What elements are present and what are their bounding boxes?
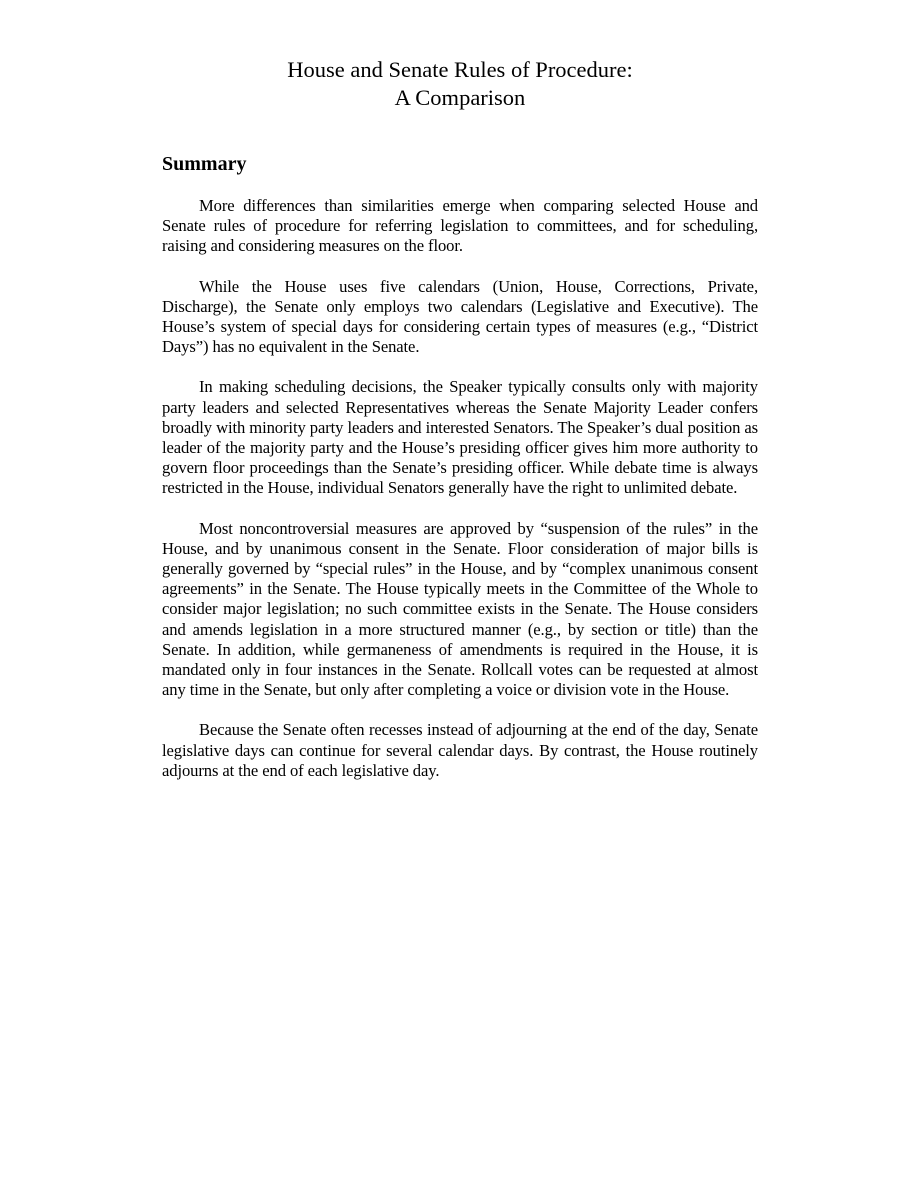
- summary-paragraph-3: In making scheduling decisions, the Speaker typically consults only with majority party leaders and selected Representatives whereas the Senate Majority Leader confers broadly with minority party leaders and interested Senators. The Speaker’s dual position as leader of the majority party and the House’s presiding officer gives him more authority to govern floor proceedings than the Senate’s presiding officer. While debate time is always restricted in the House, individual Senators generally have the right to unlimited debate.: [162, 377, 758, 498]
- title-line-2: A Comparison: [394, 85, 526, 110]
- title-line-1: House and Senate Rules of Procedure:: [287, 57, 633, 82]
- document-page: [162, 56, 758, 781]
- document-title: [162, 56, 758, 112]
- summary-paragraph-4: Most noncontroversial measures are approved by “suspension of the rules” in the House, and by unanimous consent in the Senate. Floor consideration of major bills is generally governed by “special rules” in the House, and by “complex unanimous consent agreements” in the Senate. The House typically meets in the Committee of the Whole to consider major legislation; no such committee exists in the Senate. The House considers and amends legislation in a more structured manner (e.g., by section or title) than the Senate. In addition, while germaneness of amendments is required in the House, it is mandated only in four instances in the Senate. Rollcall votes can be requested at almost any time in the Senate, but only after completing a voice or division vote in the House.: [162, 518, 758, 700]
- summary-paragraph-2: While the House uses five calendars (Union, House, Corrections, Private, Discharge), the Senate only employs two calendars (Legislative and Executive). The House’s system of special days for considering certain types of measures (e.g., “District Days”) has no equivalent in the Senate.: [162, 276, 758, 357]
- summary-paragraph-1: More differences than similarities emerge when comparing selected House and Senate rules of procedure for referring legislation to committees, and for scheduling, raising and considering measures on the floor.: [162, 196, 758, 256]
- summary-heading: Summary: [162, 153, 247, 175]
- summary-paragraph-5: Because the Senate often recesses instead of adjourning at the end of the day, Senate legislative days can continue for several calendar days. By contrast, the House routinely adjourns at the end of each legislative day.: [162, 720, 758, 780]
